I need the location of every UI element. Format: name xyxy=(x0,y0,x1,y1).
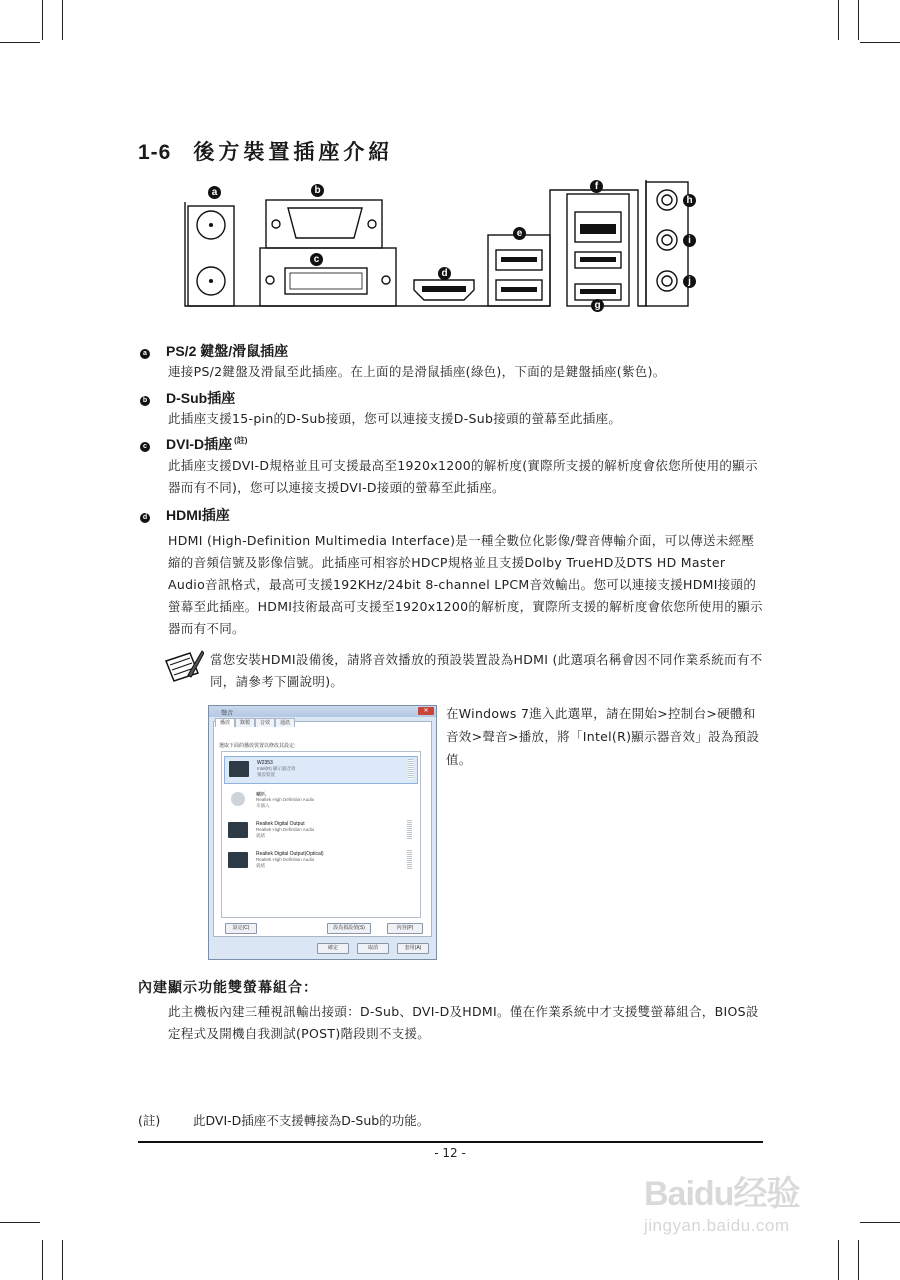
crop-mark xyxy=(62,1240,63,1280)
device-item[interactable] xyxy=(224,848,416,874)
connector-desc-c: 此插座支援DVI-D規格並且可支援最高至1920x1200的解析度(實際所支援的解析度會依您所使用的顯示器而有不同)，您可以連接支援DVI-D接頭的螢幕至此插座。 xyxy=(168,458,758,495)
level-meter xyxy=(407,820,412,840)
device-status: 就緒 xyxy=(256,833,265,838)
ok-button[interactable]: 確定 xyxy=(317,943,349,954)
crop-mark xyxy=(62,0,63,40)
dialog-tabs xyxy=(215,718,295,727)
device-desc: Realtek High Definition Audio xyxy=(256,797,315,802)
crop-mark xyxy=(860,42,900,43)
crop-mark xyxy=(0,1222,40,1223)
footer-rule xyxy=(138,1141,763,1143)
footnote-label: (註) xyxy=(138,1113,161,1128)
connector-heading-b xyxy=(140,388,235,408)
dialog-titlebar xyxy=(209,706,436,717)
level-meter xyxy=(408,759,413,779)
device-name: Realtek Digital Output xyxy=(256,821,305,827)
crop-mark xyxy=(42,0,43,40)
marker-c: c xyxy=(310,253,323,266)
set-default-button[interactable]: 設為預設值(S) xyxy=(327,923,371,934)
device-item[interactable] xyxy=(224,756,418,784)
digital-output-icon xyxy=(228,822,248,838)
rear-panel-diagram xyxy=(140,180,700,320)
watermark-brand: Baidu经验 xyxy=(644,1175,800,1213)
section-title: 後方裝置插座介紹 xyxy=(193,139,394,164)
heading-text: PS/2 鍵盤/滑鼠插座 xyxy=(166,343,289,359)
monitor-icon xyxy=(229,761,249,777)
dialog-title: 聲音 xyxy=(221,711,234,717)
heading-text: D-Sub插座 xyxy=(166,390,236,406)
dialog-hint: 選取下面的播放裝置以修改其設定: xyxy=(219,743,296,749)
properties-button[interactable]: 內容(P) xyxy=(387,923,423,934)
connector-desc-d: HDMI (High-Definition Multimedia Interface)是一種全數位化影像/聲音傳輸介面，可以傳送未經壓縮的音頻信號及影像信號。此插座可相容於HDCP規格並且支援Dolby TrueHD及DTS HD Master Audio音訊格式，最高可支援192KHz/24bit 8-channel LPCM音效輸出。您可以連接支援HDMI接頭的螢幕至此插座。HDMI技術最高可支援至1920x1200的解析度，實際所支援的解析度會依您所使用的顯示器而有不同。 xyxy=(168,533,763,636)
crop-mark xyxy=(838,0,839,40)
connector-heading-a xyxy=(140,341,288,361)
bullet-a: a xyxy=(140,349,150,359)
heading-text: HDMI插座 xyxy=(166,507,230,523)
configure-button[interactable]: 設定(C) xyxy=(225,923,257,934)
marker-a: a xyxy=(208,186,221,199)
marker-f: f xyxy=(590,180,603,193)
device-item[interactable] xyxy=(224,818,416,844)
crop-mark xyxy=(860,1222,900,1223)
tab-communications[interactable]: 通訊 xyxy=(275,718,295,727)
device-status: 就緒 xyxy=(256,863,265,868)
crop-mark xyxy=(858,1240,859,1280)
cancel-button[interactable]: 取消 xyxy=(357,943,389,954)
apply-button[interactable]: 套用(A) xyxy=(397,943,429,954)
marker-h: h xyxy=(683,194,696,207)
marker-g: g xyxy=(591,299,604,312)
device-status: 預設裝置 xyxy=(257,772,275,777)
connector-desc-b: 此插座支援15-pin的D-Sub接頭，您可以連接支援D-Sub接頭的螢幕至此插座。 xyxy=(168,411,622,426)
connector-heading-c xyxy=(140,434,247,454)
marker-b: b xyxy=(311,184,324,197)
marker-i: i xyxy=(683,234,696,247)
baidu-watermark xyxy=(640,1158,840,1248)
device-name: Realtek Digital Output(Optical) xyxy=(256,851,324,857)
dual-display-text: 此主機板內建三種視訊輸出接頭：D-Sub、DVI-D及HDMI。僅在作業系統中才支援雙螢幕組合，BIOS設定程式及開機自我測試(POST)階段則不支援。 xyxy=(168,1004,759,1041)
windows-instructions: 在Windows 7進入此選單，請在開始>控制台>硬體和音效>聲音>播放，將「Intel(R)顯示器音效」設為預設值。 xyxy=(446,706,760,767)
device-item[interactable] xyxy=(224,788,416,814)
close-icon[interactable]: ✕ xyxy=(418,707,434,715)
level-meter xyxy=(407,850,412,870)
bullet-d: d xyxy=(140,513,150,523)
hdmi-note: 當您安裝HDMI設備後，請將音效播放的預設裝置設為HDMI (此選項名稱會因不同作業系統而有不同，請參考下圖說明)。 xyxy=(210,652,763,689)
marker-e: e xyxy=(513,227,526,240)
sound-dialog-screenshot xyxy=(208,705,437,960)
heading-text: DVI-D插座 xyxy=(166,436,233,452)
optical-output-icon xyxy=(228,852,248,868)
tab-playback[interactable]: 播放 xyxy=(215,718,235,727)
note-pencil-icon xyxy=(160,647,204,685)
connector-desc-a: 連接PS/2鍵盤及滑鼠至此插座。在上面的是滑鼠插座(綠色)，下面的是鍵盤插座(紫色)。 xyxy=(168,364,666,379)
device-desc: Realtek High Definition Audio xyxy=(256,857,315,862)
footnote-ref: (註) xyxy=(234,436,248,445)
footnote-text: 此DVI-D插座不支援轉接為D-Sub的功能。 xyxy=(193,1113,430,1128)
tab-recording[interactable]: 錄製 xyxy=(235,718,255,727)
speaker-icon xyxy=(231,792,245,806)
device-desc: Intel(R) 顯示器音效 xyxy=(257,766,296,771)
crop-mark xyxy=(42,1240,43,1280)
marker-d: d xyxy=(438,267,451,280)
device-list[interactable] xyxy=(221,751,421,918)
rear-panel-svg xyxy=(140,180,700,320)
device-name: 喇叭 xyxy=(256,792,267,798)
page-number: - 12 - xyxy=(434,1146,466,1160)
bullet-b: b xyxy=(140,396,150,406)
crop-mark xyxy=(0,42,40,43)
bullet-c: c xyxy=(140,442,150,452)
dual-display-heading: 內建顯示功能雙螢幕組合： xyxy=(138,980,318,996)
watermark-url: jingyan.baidu.com xyxy=(644,1216,790,1235)
device-desc: Realtek High Definition Audio xyxy=(256,827,315,832)
marker-j: j xyxy=(683,275,696,288)
section-number: 1-6 xyxy=(138,141,172,164)
connector-heading-d xyxy=(140,505,230,525)
section-heading xyxy=(138,136,393,166)
tab-sounds[interactable]: 音效 xyxy=(255,718,275,727)
device-name: W2353 xyxy=(257,760,273,766)
device-status: 未插入 xyxy=(256,803,270,808)
crop-mark xyxy=(858,0,859,40)
